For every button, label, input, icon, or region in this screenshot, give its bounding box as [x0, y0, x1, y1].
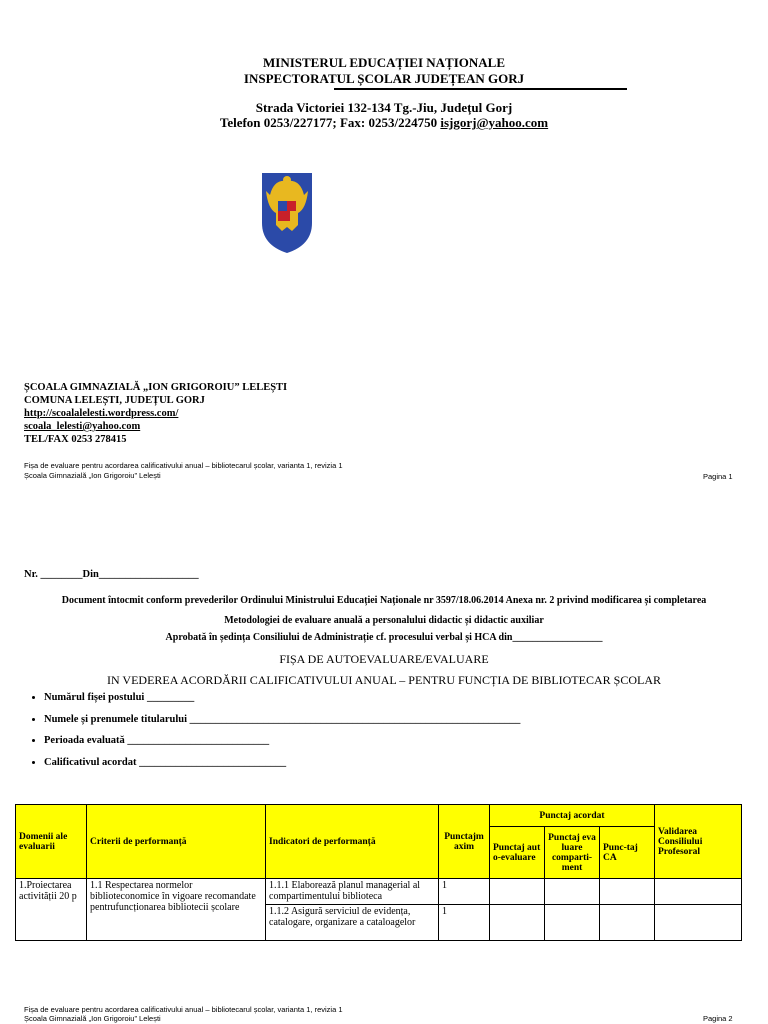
header-email-link[interactable]: isjgorj@yahoo.com — [440, 115, 549, 130]
doc-title: FIȘA DE AUTOEVALUARE/EVALUARE — [279, 652, 489, 666]
nr-date-line: Nr. ________Din___________________ — [24, 569, 199, 580]
header-self-evaluation: Punctaj aut o-evaluare — [490, 827, 545, 879]
doc-methodology-line: Metodologiei de evaluare anuală a personalului didactic și didactic auxiliar — [224, 615, 544, 626]
page-number: Pagina 1 — [703, 472, 733, 481]
row-self-score[interactable] — [490, 879, 545, 905]
header-divider — [334, 88, 627, 90]
doc-approval-line: Aprobată în ședința Consiliului de Administrație cf. procesului verbal și HCA din__________________ — [165, 632, 603, 643]
doc-subtitle: IN VEDEREA ACORDĂRII CALIFICATIVULUI ANUAL – PENTRU FUNCȚIA DE BIBLIOTECAR ȘCOLAR — [106, 673, 661, 687]
row-criteria: 1.1 Respectarea normelor biblioteconomice în vigoare recomandate pentrufuncționarea bibliotecii școlare — [87, 879, 266, 941]
row-ca-score[interactable] — [600, 905, 655, 941]
header-address: Strada Victoriei 132-134 Tg.-Jiu, Județul Gorj — [255, 100, 513, 115]
field-rating-awarded: • Calificativul acordat ____________________________ — [44, 757, 520, 779]
doc-reference-line: Document întocmit conform prevederilor Ordinului Ministrului Educației Naționale nr 3597/18.06.2014 Anexa nr. 2 privind modificarea și completarea — [61, 595, 707, 606]
row-domain: 1.Proiectarea activității 20 p — [16, 879, 87, 941]
row-indicator: 1.1.1 Elaborează planul managerial al compartimentului biblioteca — [266, 879, 439, 905]
school-website-link[interactable]: http://scoalalelesti.wordpress.com/ — [24, 408, 179, 419]
header-domain: Domenii ale evaluarii — [16, 805, 87, 879]
field-holder-name: • Numele și prenumele titularului _______________________________________________________________ — [44, 714, 520, 736]
row-validation[interactable] — [655, 879, 742, 905]
row-max-score: 1 — [439, 879, 490, 905]
school-telfax: TEL/FAX 0253 278415 — [24, 434, 127, 445]
row-max-score: 1 — [439, 905, 490, 941]
field-job-sheet-number: • Numărul fișei postului _________ — [44, 692, 520, 714]
school-name: ȘCOALA GIMNAZIALĂ „ION GRIGOROIU” LELEȘTI — [24, 382, 288, 393]
field-evaluated-period: • Perioada evaluată ___________________________ — [44, 735, 520, 757]
row-dept-score[interactable] — [545, 879, 600, 905]
row-indicator: 1.1.2 Asigură serviciul de evidența, catalogare, organizare a cataloagelor — [266, 905, 439, 941]
footer-school: Școala Gimnazială „Ion Grigoroiu” Lelești — [24, 1014, 161, 1023]
header-criteria: Criterii de performanță — [87, 805, 266, 879]
school-email-link[interactable]: scoala_lelesti@yahoo.com — [24, 421, 141, 432]
school-commune: COMUNA LELEȘTI, JUDEȚUL GORJ — [24, 395, 205, 406]
row-dept-score[interactable] — [545, 905, 600, 941]
header-score-awarded: Punctaj acordat — [490, 805, 655, 827]
page-number: Pagina 2 — [703, 1014, 733, 1023]
header-indicators: Indicatori de performanță — [266, 805, 439, 879]
evaluation-fields-list — [24, 692, 520, 778]
footer-line-1: Fișa de evaluare pentru acordarea calificativului anual – bibliotecarul școlar, varianta 1, revizia 1 — [24, 1005, 343, 1014]
row-self-score[interactable] — [490, 905, 545, 941]
header-department-score: Punctaj eva luare comparti- ment — [545, 827, 600, 879]
header-validation: Validarea Consiliului Profesoral — [655, 805, 742, 879]
table-row — [16, 879, 742, 905]
ministry-title: MINISTERUL EDUCAȚIEI NAȚIONALE — [263, 55, 505, 70]
romania-coat-of-arms-icon — [258, 165, 316, 255]
row-validation[interactable] — [655, 905, 742, 941]
inspectorate-title: INSPECTORATUL ȘCOLAR JUDEȚEAN GORJ — [243, 71, 525, 86]
header-phone-fax: Telefon 0253/227177; Fax: 0253/224750 — [219, 115, 441, 130]
row-ca-score[interactable] — [600, 879, 655, 905]
header-max-score: Punctajm axim — [439, 805, 490, 879]
header-ca-score: Punc-taj CA — [600, 827, 655, 879]
header-contact — [0, 115, 768, 131]
footer-school: Școala Gimnazială „Ion Grigoroiu” Lelești — [24, 471, 161, 480]
footer-line-1: Fișa de evaluare pentru acordarea calificativului anual – bibliotecarul școlar, varianta 1, revizia 1 — [24, 461, 343, 470]
evaluation-table — [15, 804, 742, 941]
